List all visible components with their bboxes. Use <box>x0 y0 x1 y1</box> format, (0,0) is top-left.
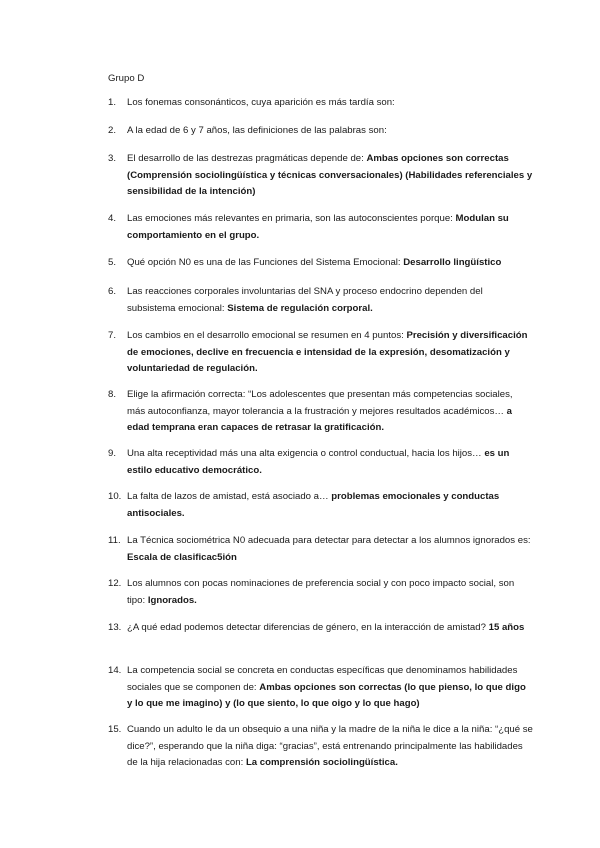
question-text <box>127 255 533 272</box>
question-item <box>108 95 533 112</box>
question-body: ¿A qué edad podemos detectar diferencias de género, en la interacción de amistad? <box>127 622 489 633</box>
question-item <box>108 446 533 479</box>
question-number: 9. <box>108 448 117 459</box>
question-answer: Modulan su comportamiento en el grupo. <box>127 213 509 241</box>
question-body: Las reacciones corporales involuntarias del SNA y proceso endocrino dependen del subsistema emocional: <box>127 286 483 314</box>
question-answer: 15 años <box>488 622 525 633</box>
question-text <box>127 387 533 437</box>
question-body: Los cambios en el desarrollo emocional se resumen en 4 puntos: <box>127 330 407 341</box>
question-answer: Escala de clasificac5ión <box>127 551 237 563</box>
question-answer: a edad temprana eran capaces de retrasar la gratificación. <box>127 405 513 433</box>
question-number: 11. <box>108 535 121 546</box>
question-number: 6. <box>108 286 117 297</box>
question-answer: Desarrollo lingüístico <box>403 257 502 268</box>
question-body: Las emociones más relevantes en primaria, son las autoconscientes porque: <box>127 213 456 224</box>
question-item <box>108 151 533 201</box>
question-item <box>108 387 533 437</box>
question-body: El desarrollo de las destrezas pragmáticas depende de: <box>127 153 367 164</box>
question-body: Qué opción N0 es una de las Funciones del Sistema Emocional: <box>127 257 404 268</box>
question-body: Los fonemas consonánticos, cuya aparición es más tardía son: <box>127 97 395 108</box>
question-text <box>127 663 533 713</box>
question-item <box>108 620 533 637</box>
question-body: Una alta receptividad más una alta exigencia o control conductual, hacia los hijos… <box>127 448 485 459</box>
question-answer: Sistema de regulación corporal. <box>227 302 373 314</box>
question-text <box>127 95 533 112</box>
question-item <box>108 328 533 378</box>
question-text <box>127 489 533 522</box>
question-item <box>108 489 533 522</box>
question-text <box>127 328 533 378</box>
question-item <box>108 663 533 713</box>
question-body: Elige la afirmación correcta: “Los adolescentes que presentan más competencias sociales, más autoconfianza, mayor tolerancia a la frustración y mejores resultados académicos… <box>127 389 513 417</box>
question-text <box>127 151 533 201</box>
question-body: La falta de lazos de amistad, está asociado a… <box>127 491 332 502</box>
question-item <box>108 255 533 272</box>
question-item <box>108 722 533 772</box>
group-heading: Grupo D <box>108 73 145 84</box>
question-number: 8. <box>108 389 117 400</box>
question-number: 10. <box>108 491 122 502</box>
question-item <box>108 123 533 140</box>
question-text <box>127 446 533 479</box>
question-text <box>127 211 533 244</box>
question-number: 7. <box>108 330 117 341</box>
question-number: 3. <box>108 153 117 164</box>
question-number: 2. <box>108 125 117 136</box>
question-text <box>127 284 533 317</box>
question-number: 15. <box>108 724 122 735</box>
question-number: 4. <box>108 213 117 224</box>
question-answer: problemas emocionales y conductas antisociales. <box>127 491 500 519</box>
question-text <box>127 533 533 566</box>
question-body: La competencia social se concreta en conductas específicas que denominamos habilidades sociales que se componen de: <box>127 665 518 693</box>
question-item <box>108 284 533 317</box>
question-answer: Ignorados. <box>147 594 197 606</box>
question-item <box>108 576 533 609</box>
question-answer: Ambas opciones son correctas (lo que pienso, lo que digo y lo que me imagino) y (lo que siento, lo que oigo y lo que hago) <box>127 681 526 709</box>
question-number: 1. <box>108 97 117 108</box>
question-text <box>127 722 533 772</box>
question-answer: Precisión y diversificación de emociones, declive en frecuencia e intensidad de la expresión, desomatización y voluntariedad de regulación. <box>127 330 528 374</box>
question-body: Cuando un adulto le da un obsequio a una niña y la madre de la niña le dice a la niña: “¿qué se dice?”, esperando que la niña diga: “gracias”, está entrenando principalmente las habilidades de la hija relacionadas con: <box>127 724 533 768</box>
question-text <box>127 620 533 637</box>
question-body: A la edad de 6 y 7 años, las definiciones de las palabras son: <box>127 125 387 136</box>
question-text <box>127 123 533 140</box>
question-answer: La comprensión sociolingüística. <box>245 757 398 768</box>
question-text <box>127 576 533 609</box>
question-number: 12. <box>108 578 122 589</box>
question-item <box>108 211 533 244</box>
question-number: 13. <box>108 622 122 633</box>
question-body: La Técnica sociométrica N0 adecuada para detectar para detectar a los alumnos ignorados es: <box>127 535 531 546</box>
question-item <box>108 533 533 566</box>
question-body: Los alumnos con pocas nominaciones de preferencia social y con poco impacto social, son tipo: <box>127 578 515 606</box>
question-answer: Ambas opciones son correctas (Comprensión sociolingüística y técnicas conversacionales) (Habilidades referenciales y sensibilidad de la intención) <box>127 153 533 197</box>
question-answer: es un estilo educativo democrático. <box>127 448 510 476</box>
question-number: 14. <box>108 665 122 676</box>
question-number: 5. <box>108 257 117 268</box>
